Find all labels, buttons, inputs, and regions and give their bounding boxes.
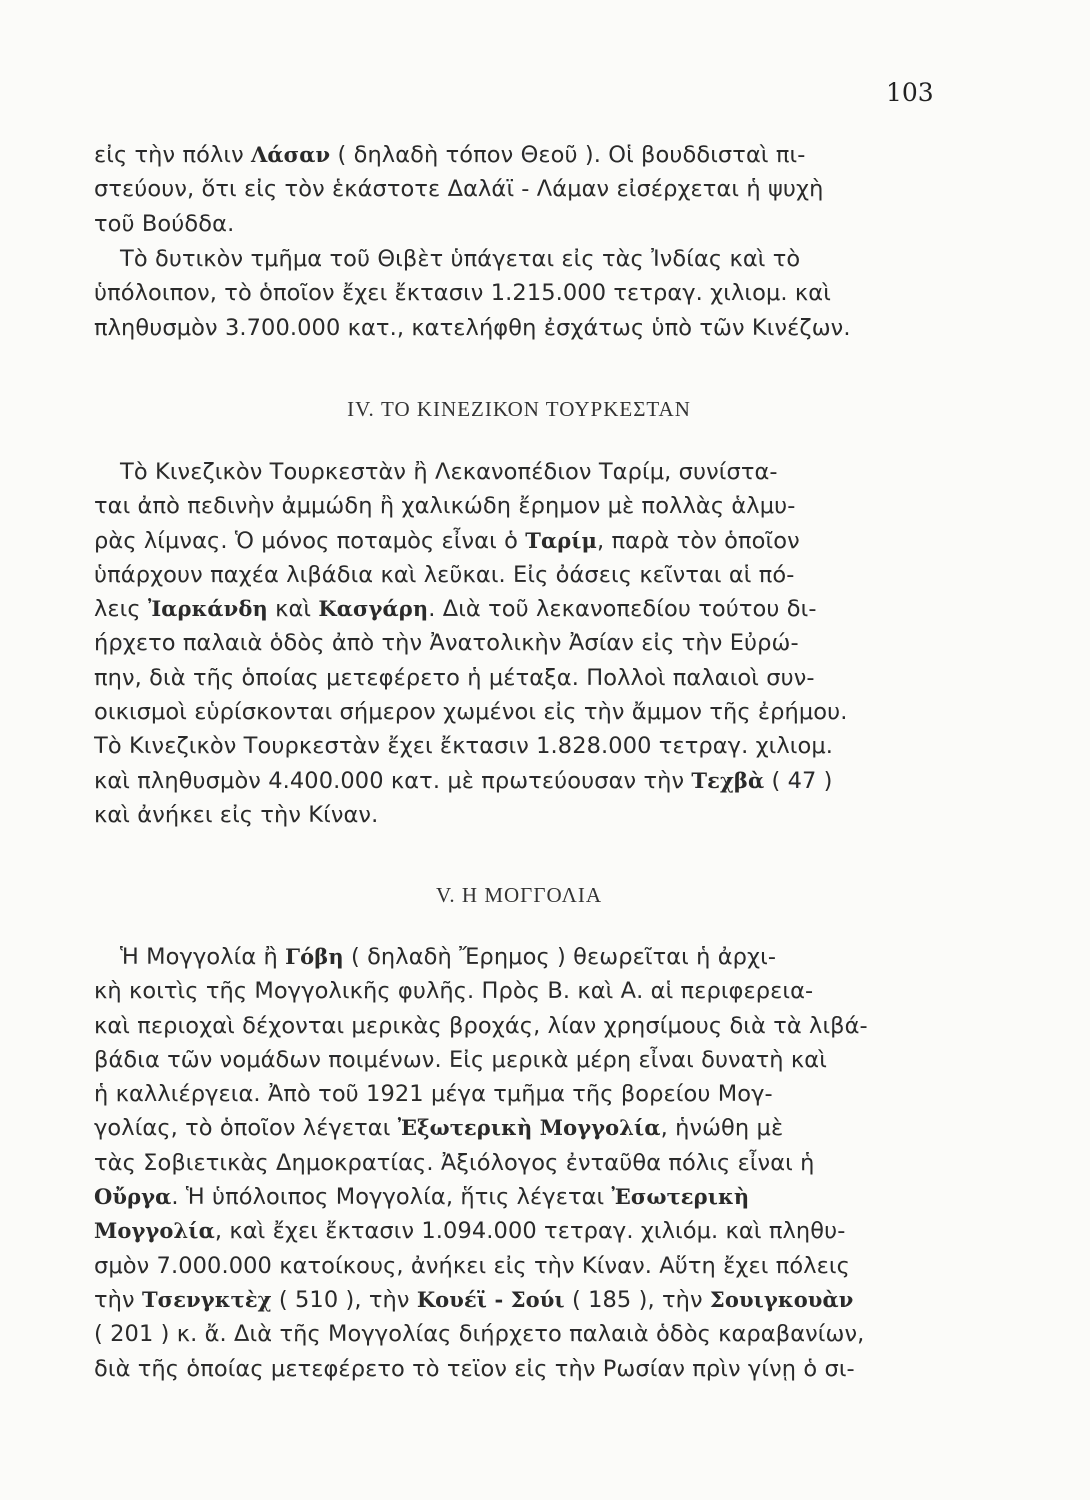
text-line [94, 661, 944, 695]
text-line [94, 455, 944, 489]
text-segment: τοῦ Βούδδα. [94, 210, 235, 237]
text-segment: καὶ ἀνήκει εἰς τὴν Κίναν. [94, 801, 379, 828]
text-segment: λεις [94, 596, 148, 623]
text-segment: ( 185 ), τὴν [564, 1286, 710, 1313]
text-segment: πην, διὰ τῆς ὁποίας μετεφέρετο ἡ μέταξα. Πολλοὶ παλαιοὶ συν- [94, 664, 815, 691]
text-line [94, 1249, 944, 1283]
text-line [94, 1009, 944, 1043]
bold-place-name: Γόβη [285, 944, 344, 969]
bold-place-name: Ταρίμ [525, 527, 598, 553]
text-segment: καὶ πληθυσμὸν 4.400.000 κατ. μὲ πρωτεύουσαν τὴν [94, 767, 692, 794]
text-segment: τὴν [94, 1286, 142, 1313]
text-segment: στεύουν, ὅτι εἰς τὸν ἑκάστοτε Δαλάϊ - Λάμαν εἰσέρχεται ἡ ψυχὴ [94, 176, 824, 203]
text-segment: , παρὰ τὸν ὁποῖον [597, 527, 800, 554]
text-segment: βάδια τῶν νομάδων ποιμένων. Εἰς μερικὰ μέρη εἶναι δυνατὴ καὶ [94, 1046, 827, 1073]
text-line [94, 729, 944, 763]
text-line [94, 974, 944, 1008]
text-segment: καὶ περιοχαὶ δέχονται μερικὰς βροχάς, λίαν χρησίμους διὰ τὰ λιβά- [94, 1012, 868, 1039]
text-segment: , ἡνώθη μὲ [660, 1115, 784, 1142]
text-line [94, 798, 944, 832]
bold-place-name: Οὔργα [94, 1184, 172, 1210]
bold-place-name: Ἰαρκάνδη [147, 596, 268, 622]
text-line [94, 138, 944, 172]
paragraph-mongolia [94, 940, 944, 1386]
text-segment: . Διὰ τοῦ λεκανοπεδίου τούτου δι- [428, 596, 817, 623]
bold-place-name: Σουιγκουὰν [709, 1286, 854, 1312]
bold-place-name: Τσενγκτὲχ [141, 1286, 272, 1312]
text-segment: τὰς Σοβιετικὰς Δημοκρατίας. Ἀξιόλογος ἐνταῦθα πόλις εἶναι ἡ [94, 1149, 815, 1176]
text-segment: , καὶ ἔχει ἔκτασιν 1.094.000 τετραγ. χιλιόμ. καὶ πληθυ- [214, 1218, 846, 1245]
text-line [94, 276, 944, 310]
text-segment: ( δηλαδὴ τόπον Θεοῦ ). Οἱ βουδδισταὶ πι- [330, 142, 806, 168]
text-line [94, 592, 944, 626]
text-segment: ρὰς λίμνας. Ὁ μόνος ποταμὸς εἶναι ὁ [94, 527, 526, 554]
text-segment: εἰς τὴν πόλιν [94, 142, 252, 168]
bold-place-name: Κασγάρη [318, 596, 429, 622]
paragraph-western-tibet [94, 242, 944, 345]
text-segment: οικισμοὶ εὑρίσκονται σήμερον χωμένοι εἰς τὴν ἄμμον τῆς ἐρήμου. [94, 699, 848, 726]
heading-chinese-turkestan: IV. ΤΟ ΚΙΝΕΖΙΚΟΝ ΤΟΥΡΚΕΣΤΑΝ [347, 397, 691, 421]
text-segment: ( 201 ) κ. ἄ. Διὰ τῆς Μογγολίας διήρχετο παλαιὰ ὁδὸς καραβανίων, [94, 1321, 865, 1348]
text-segment: πληθυσμὸν 3.700.000 κατ., κατελήφθη ἐσχάτως ὑπὸ τῶν Κινέζων. [94, 314, 851, 341]
text-line [94, 764, 944, 798]
text-line [94, 172, 944, 206]
text-line [94, 940, 944, 974]
text-segment: ( δηλαδὴ Ἔρημος ) θεωρεῖται ἡ ἀρχι- [343, 944, 777, 970]
text-segment: ἡ καλλιέργεια. Ἀπὸ τοῦ 1921 μέγα τμῆμα τῆς βορείου Μογ- [94, 1081, 773, 1108]
text-segment: ήρχετο παλαιὰ ὁδὸς ἀπὸ τὴν Ἀνατολικὴν Ἀσίαν εἰς τὴν Εὐρώ- [94, 630, 799, 657]
text-line [94, 1043, 944, 1077]
page-number: 103 [886, 78, 934, 107]
text-line [94, 1180, 944, 1214]
text-line [94, 558, 944, 592]
paragraph-lasa [94, 138, 944, 241]
bold-place-name: Τεχβὰ [691, 767, 765, 793]
text-line [94, 207, 944, 241]
text-segment: . Ἡ ὑπόλοιπος Μογγολία, ἥτις λέγεται [171, 1184, 612, 1211]
text-segment: ται ἀπὸ πεδινὴν ἀμμώδη ἢ χαλικώδη ἔρημον μὲ πολλὰς ἁλμυ- [94, 493, 796, 520]
heading-mongolia: V. Η ΜΟΓΓΟΛΙΑ [435, 883, 603, 907]
text-line [94, 242, 944, 276]
text-segment: διὰ τῆς ὁποίας μετεφέρετο τὸ τεϊον εἰς τὴν Ρωσίαν πρὶν γίνῃ ὁ σι- [94, 1355, 855, 1382]
text-line [94, 1352, 944, 1386]
text-line [94, 1077, 944, 1111]
text-segment: Τὸ Κινεζικὸν Τουρκεστὰν ἢ Λεκανοπέδιον Ταρίμ, συνίστα- [120, 459, 778, 485]
text-segment: σμὸν 7.000.000 κατοίκους, ἀνήκει εἰς τὴν Κίναν. Αὕτη ἔχει πόλεις [94, 1252, 850, 1279]
bold-place-name: Ἐξωτερικὴ Μογγολία [397, 1115, 661, 1141]
text-segment: Τὸ Κινεζικὸν Τουρκεστὰν ἔχει ἔκτασιν 1.828.000 τετραγ. χιλιομ. [94, 733, 834, 760]
text-line [94, 489, 944, 523]
text-segment: κὴ κοιτὶς τῆς Μογγολικῆς φυλῆς. Πρὸς Β. καὶ Α. αἱ περιφερεια- [94, 978, 814, 1005]
text-segment: ( 47 ) [764, 767, 833, 794]
text-segment: καὶ [267, 596, 319, 623]
paragraph-chinese-turkestan [94, 455, 944, 832]
text-line [94, 1214, 944, 1248]
text-line [94, 1146, 944, 1180]
text-segment: Ἡ Μογγολία ἢ [120, 944, 286, 970]
text-segment: ὑπόλοιπον, τὸ ὁποῖον ἔχει ἔκτασιν 1.215.000 τετραγ. χιλιομ. καὶ [94, 280, 831, 307]
text-line [94, 1283, 944, 1317]
text-line [94, 1111, 944, 1145]
bold-place-name: Μογγολία [94, 1218, 215, 1244]
text-line [94, 695, 944, 729]
text-line [94, 524, 944, 558]
bold-place-name: Κουέϊ - Σούι [416, 1286, 565, 1312]
text-segment: ὑπάρχουν παχέα λιβάδια καὶ λεῦκαι. Εἰς ὀάσεις κεῖνται αἱ πό- [94, 561, 795, 588]
text-segment: Τὸ δυτικὸν τμῆμα τοῦ Θιβὲτ ὑπάγεται εἰς τὰς Ἰνδίας καὶ τὸ [120, 246, 801, 272]
bold-place-name: Λάσαν [251, 142, 331, 167]
text-segment: ( 510 ), τὴν [271, 1286, 417, 1313]
text-segment: γολίας, τὸ ὁποῖον λέγεται [94, 1115, 398, 1142]
text-line [94, 626, 944, 660]
text-line [94, 1317, 944, 1351]
bold-place-name: Ἐσωτερικὴ [611, 1184, 750, 1210]
text-line [94, 311, 944, 345]
